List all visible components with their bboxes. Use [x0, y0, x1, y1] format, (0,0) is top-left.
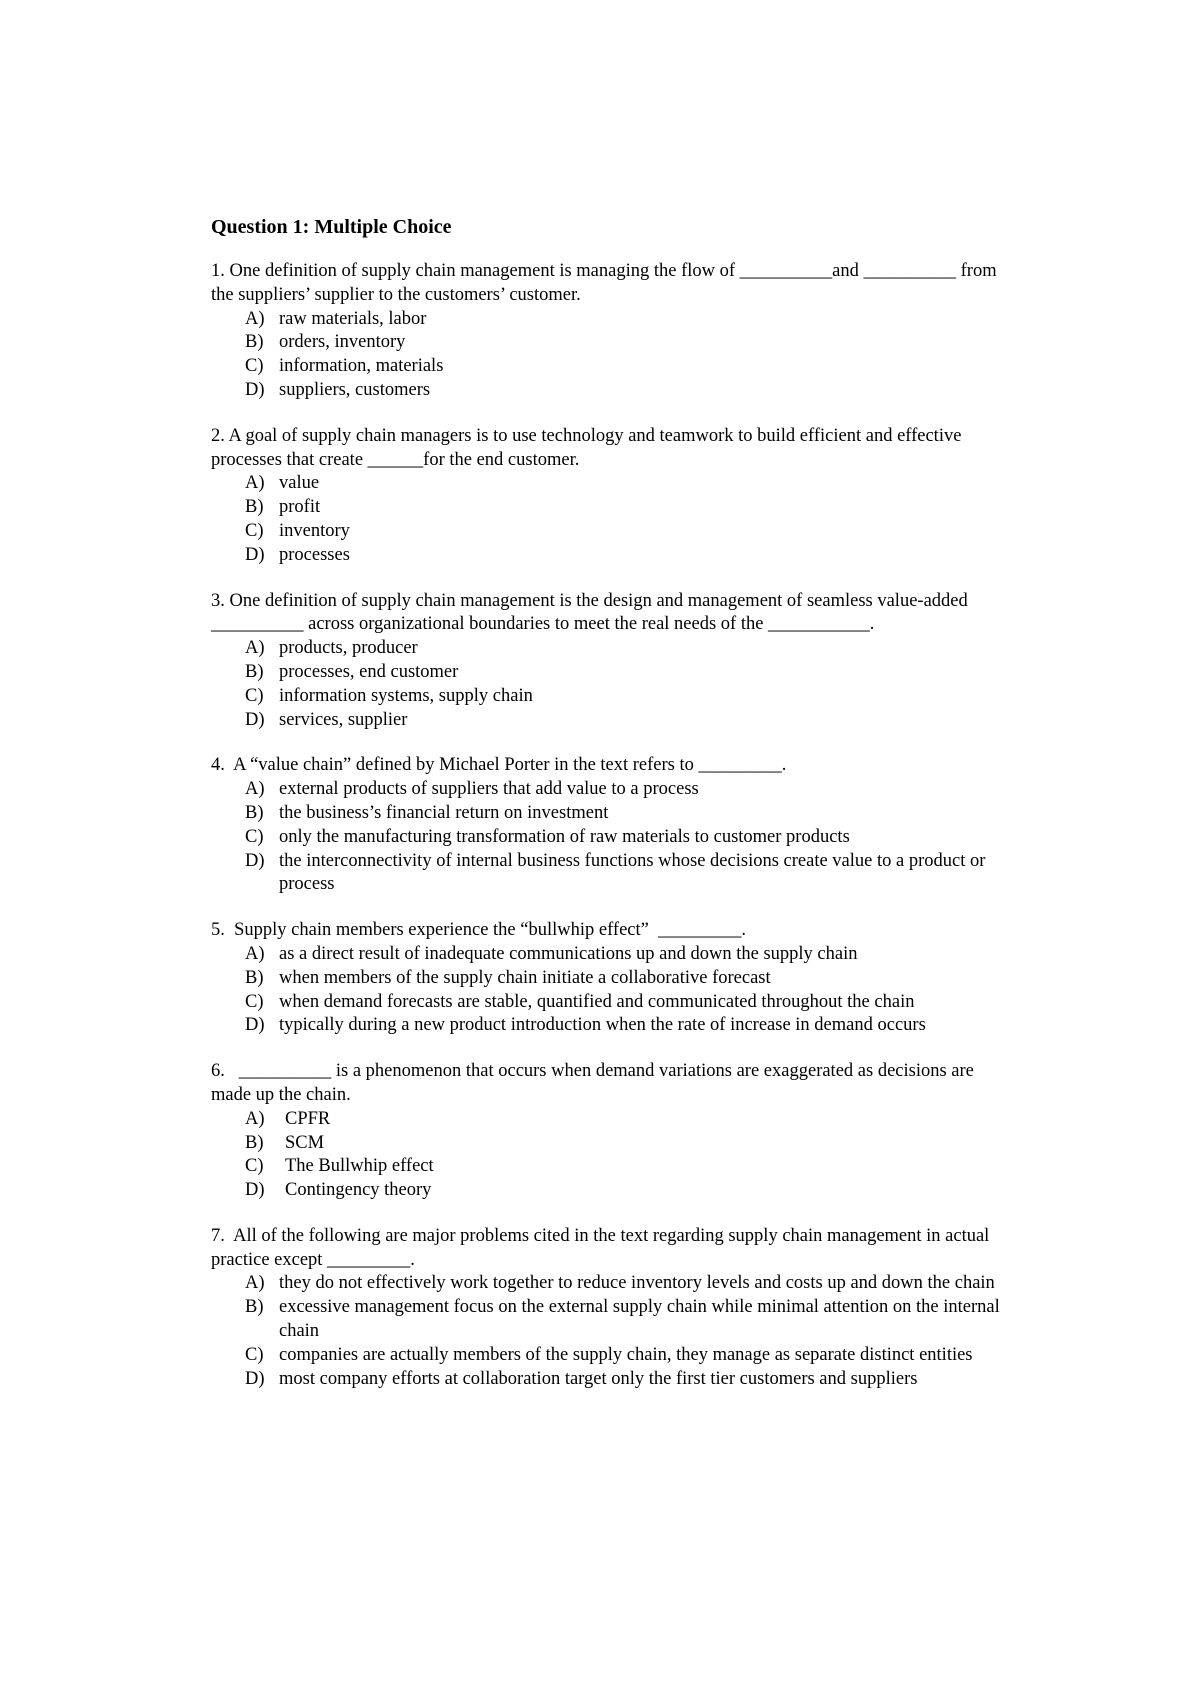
question-4 [211, 754, 1011, 897]
option-text: when members of the supply chain initiate a collaborative forecast [279, 967, 771, 988]
option-letter: A) [245, 473, 265, 494]
option-text: profit [279, 497, 321, 518]
option-text: processes [279, 544, 350, 565]
option-text: CPFR [285, 1108, 331, 1129]
option-letter: C) [245, 1344, 264, 1365]
answer-option [211, 379, 1011, 403]
question-text: 4. A “value chain” defined by Michael Porter in the text refers to _________. [211, 755, 787, 776]
question-text: 3. One definition of supply chain management is the design and management of seamless value-added __________ across organizational boundaries to meet the real needs of the ___________. [211, 590, 973, 635]
answer-option [211, 1155, 1011, 1179]
answer-options [211, 1108, 1011, 1203]
option-letter: B) [245, 661, 264, 682]
option-text: when demand forecasts are stable, quantified and communicated throughout the chain [279, 991, 915, 1012]
option-letter: B) [245, 332, 264, 353]
answer-option [211, 637, 1011, 661]
answer-options [211, 943, 1011, 1038]
question-1 [211, 260, 1011, 403]
option-letter: C) [245, 826, 264, 847]
question-text: 6. __________ is a phenomenon that occurs when demand variations are exaggerated as decisions are made up the chain. [211, 1061, 979, 1105]
question-3 [211, 590, 1011, 733]
option-letter: D) [245, 1015, 265, 1036]
option-letter: A) [245, 308, 265, 329]
option-text: companies are actually members of the supply chain, they manage as separate distinct entities [279, 1344, 973, 1365]
option-text: the business’s financial return on investment [279, 802, 609, 823]
option-text: excessive management focus on the external supply chain while minimal attention on the internal chain [279, 1297, 1000, 1342]
option-letter: A) [245, 1108, 265, 1129]
answer-option [211, 850, 1011, 898]
option-letter: A) [245, 943, 265, 964]
answer-option [211, 778, 1011, 802]
option-letter: D) [245, 1368, 265, 1389]
answer-option [211, 472, 1011, 496]
question-6 [211, 1060, 1011, 1203]
answer-option [211, 1368, 1011, 1392]
option-text: external products of suppliers that add value to a process [279, 779, 699, 800]
option-text: products, producer [279, 638, 418, 659]
answer-option [211, 308, 1011, 332]
question-text: 1. One definition of supply chain management is managing the flow of __________and __________ from the suppliers’ supplier to the customers’ customer. [211, 261, 1002, 305]
answer-option [211, 1179, 1011, 1203]
option-letter: D) [245, 850, 265, 871]
option-text: orders, inventory [279, 332, 406, 353]
answer-option [211, 1108, 1011, 1132]
option-letter: C) [245, 991, 264, 1012]
answer-option [211, 1344, 1011, 1368]
answer-option [211, 826, 1011, 850]
option-letter: B) [245, 497, 264, 518]
option-letter: B) [245, 967, 264, 988]
question-text: 5. Supply chain members experience the “bullwhip effect” _________. [211, 920, 746, 941]
option-letter: A) [245, 638, 265, 659]
question-5 [211, 919, 1011, 1038]
option-letter: D) [245, 379, 265, 400]
section-heading: Question 1: Multiple Choice [211, 216, 452, 238]
option-letter: D) [245, 544, 265, 565]
answer-option [211, 709, 1011, 733]
question-7 [211, 1225, 1011, 1392]
option-text: inventory [279, 520, 350, 541]
answer-option [211, 802, 1011, 826]
answer-options [211, 472, 1011, 567]
answer-option [211, 967, 1011, 991]
answer-option [211, 1132, 1011, 1156]
answer-option [211, 496, 1011, 520]
document-content [211, 214, 1011, 1413]
answer-option [211, 331, 1011, 355]
answer-option [211, 355, 1011, 379]
answer-option [211, 943, 1011, 967]
option-letter: C) [245, 685, 264, 706]
option-letter: A) [245, 779, 265, 800]
option-letter: C) [245, 520, 264, 541]
answer-option [211, 685, 1011, 709]
option-text: Contingency theory [285, 1180, 432, 1201]
option-text: SCM [285, 1132, 325, 1153]
option-text: the interconnectivity of internal business functions whose decisions create value to a product or process [279, 850, 986, 895]
option-text: raw materials, labor [279, 308, 427, 329]
option-letter: A) [245, 1273, 265, 1294]
option-text: services, supplier [279, 709, 408, 730]
answer-option [211, 1272, 1011, 1296]
option-text: they do not effectively work together to reduce inventory levels and costs up and down the chain [279, 1273, 995, 1294]
question-text: 2. A goal of supply chain managers is to use technology and teamwork to build efficient and effective processes that create ______for the end customer. [211, 425, 967, 470]
question-list [211, 260, 1011, 1391]
option-letter: B) [245, 1297, 264, 1318]
answer-option [211, 661, 1011, 685]
option-text: as a direct result of inadequate communications up and down the supply chain [279, 943, 858, 964]
answer-option [211, 1014, 1011, 1038]
option-letter: C) [245, 356, 264, 377]
answer-option [211, 520, 1011, 544]
option-text: processes, end customer [279, 661, 459, 682]
answer-option [211, 544, 1011, 568]
answer-option [211, 1296, 1011, 1344]
answer-options [211, 637, 1011, 732]
option-text: most company efforts at collaboration target only the first tier customers and suppliers [279, 1368, 918, 1389]
option-letter: B) [245, 802, 264, 823]
answer-options [211, 308, 1011, 403]
question-text: 7. All of the following are major problems cited in the text regarding supply chain management in actual practice except _________. [211, 1225, 994, 1270]
option-letter: C) [245, 1156, 264, 1177]
answer-option [211, 991, 1011, 1015]
option-text: typically during a new product introduction when the rate of increase in demand occurs [279, 1015, 926, 1036]
option-text: only the manufacturing transformation of raw materials to customer products [279, 826, 850, 847]
question-2 [211, 425, 1011, 568]
option-text: suppliers, customers [279, 379, 431, 400]
option-text: information, materials [279, 356, 444, 377]
option-letter: D) [245, 1180, 265, 1201]
option-letter: B) [245, 1132, 264, 1153]
answer-options [211, 1272, 1011, 1391]
option-text: value [279, 473, 320, 494]
option-letter: D) [245, 709, 265, 730]
answer-options [211, 778, 1011, 897]
option-text: The Bullwhip effect [285, 1156, 434, 1177]
option-text: information systems, supply chain [279, 685, 533, 706]
